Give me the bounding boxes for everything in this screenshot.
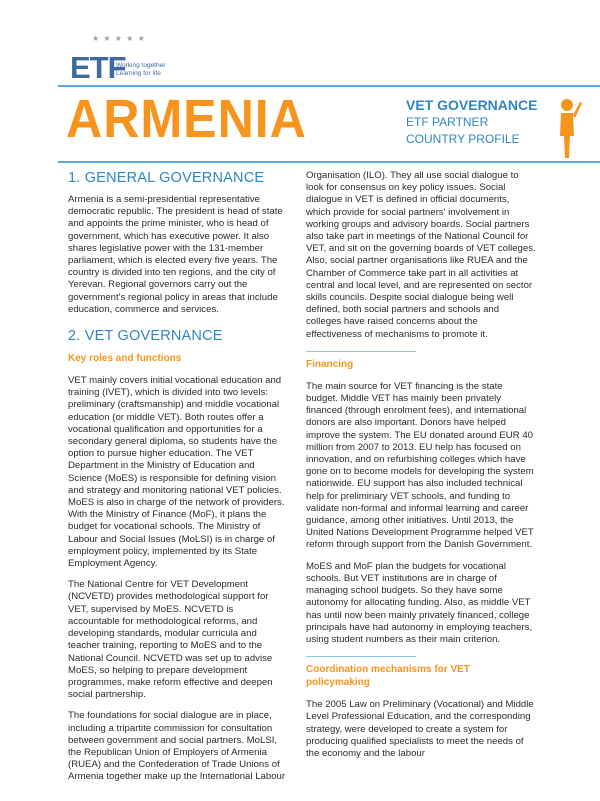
country-title: ARMENIA xyxy=(66,89,307,149)
logo-tagline-2: Learning for life xyxy=(116,70,161,77)
financing-paragraph-2: MoES and MoF plan the budgets for vocational schools. But VET institutions are in charge of managing school budgets. So they have some autonomy for allocating funding. Also, as middle VET has until now been mainly privately financed, college principals have had autonomy in employing teachers, using student numbers as their main criterion. xyxy=(306,560,533,645)
logo-stars-icon: ★ ★ ★ ★ ★ xyxy=(92,34,146,43)
vet-paragraph-2: The National Centre for VET Development (NCVETD) provides methodological support for VET, supervised by MoES. NCVETD is accountable for methodological reforms, and developing standards, modular curricula and teacher training, reporting to MoES and to the National Council. NCVETD was set up to advise MoES, so helping to prepare development programmes, make reform effective and deepen social partnership. xyxy=(68,579,273,701)
subtitle-line-2: ETF PARTNER xyxy=(406,115,489,129)
financing-paragraph-1: The main source for VET financing is the state budget. Middle VET has mainly been privately financed (through enrolment fees), and international donors are also important. Donors have helped improve the system. The EU donated around EUR 40 million from 2007 to 2013. EU help has focused on innovation, and on refurbishing colleges which have gone on to become models for developing the system nationwide. EU support has also included technical help for preliminary VET schools, and funding to validate non-formal and informal learning and career guidance, among other initiatives. Until 2013, the United Nations Development Programme helped VET reform through support from the Danish Government. xyxy=(306,380,534,551)
logo-mark: ETF xyxy=(70,50,126,85)
left-column xyxy=(68,170,286,793)
header-rule xyxy=(58,161,600,163)
document-subtitle xyxy=(406,97,546,148)
right-column xyxy=(306,170,536,769)
vet-paragraph-3: The foundations for social dialogue are in place, including a tripartite commission for consultation between government and social partners. MoLSI, the Republican Union of Employers of Armenia (RUEA) and the Confederation of Trade Unions of Armenia together make up the International Labour xyxy=(68,710,286,783)
logo-tagline xyxy=(116,62,165,78)
coordination-heading: Coordination mechanisms for VET policymaking xyxy=(306,664,470,689)
top-rule xyxy=(58,85,600,87)
etf-logo xyxy=(70,34,166,90)
subtitle-line-1: VET GOVERNANCE xyxy=(406,97,538,113)
section-divider-2 xyxy=(306,656,416,657)
financing-heading: Financing xyxy=(306,358,354,370)
general-governance-paragraph: Armenia is a semi-presidential representative democratic republic. The president is head of state and appoints the prime minister, who is head of government, which has executive power. It also shares legislative power with the 131-member parliament, which is elected every five years. The country is divided into ten regions, and the city of Yerevan. Regional governors carry out the government's regional policy in areas that include education, commerce and services. xyxy=(68,194,283,315)
coordination-paragraph: The 2005 Law on Preliminary (Vocational) and Middle Level Professional Education, and the corresponding strategy, were developed to create a system for producing qualified specialists to meet the needs of the economy and the labour xyxy=(306,699,534,759)
logo-tagline-1: Working together xyxy=(116,62,166,69)
person-figure-icon xyxy=(552,96,582,160)
section-divider xyxy=(306,351,416,352)
subtitle-line-3: COUNTRY PROFILE xyxy=(406,132,520,146)
section-vet-governance-title: 2. VET GOVERNANCE xyxy=(68,328,223,345)
section-general-governance-title: 1. GENERAL GOVERNANCE xyxy=(68,170,265,186)
key-roles-heading: Key roles and functions xyxy=(68,353,182,365)
vet-paragraph-1: VET mainly covers initial vocational education and training (IVET), which is divided into two levels: preliminary (craftsmanship) and middle vocational education (or middle VET). Both routes offer a vocational qualification and opportunities for a secondary general diploma, so students have the option to pursue higher education. The VET Department in the Ministry of Education and Science (MoES) is responsible for defining vision and strategy and monitoring national VET policies. MoES is also in charge of the network of providers. With the Ministry of Finance (MoF), it plans the budget for vocational schools. The Ministry of Labour and Social Issues (MoLSI) is in charge of employment policy, implemented by its State Employment Agency. xyxy=(68,375,285,570)
social-dialogue-paragraph: Organisation (ILO). They all use social dialogue to look for consensus on key policy issues. Social dialogue in VET is defined in official documents, which provide for social partners' involvement in working groups and advisory boards. Social partners also take part in meetings of the National Council for VET, and sit on the governing boards of VET colleges. Also, social partner organisations like RUEA and the Chamber of Commerce take part in all activities at central and local level, and are represented on sector skills councils. Despite social dialogue being well defined, both social partners and schools and colleges have raised concerns about the effectiveness of mechanisms to promote it. xyxy=(306,170,536,340)
